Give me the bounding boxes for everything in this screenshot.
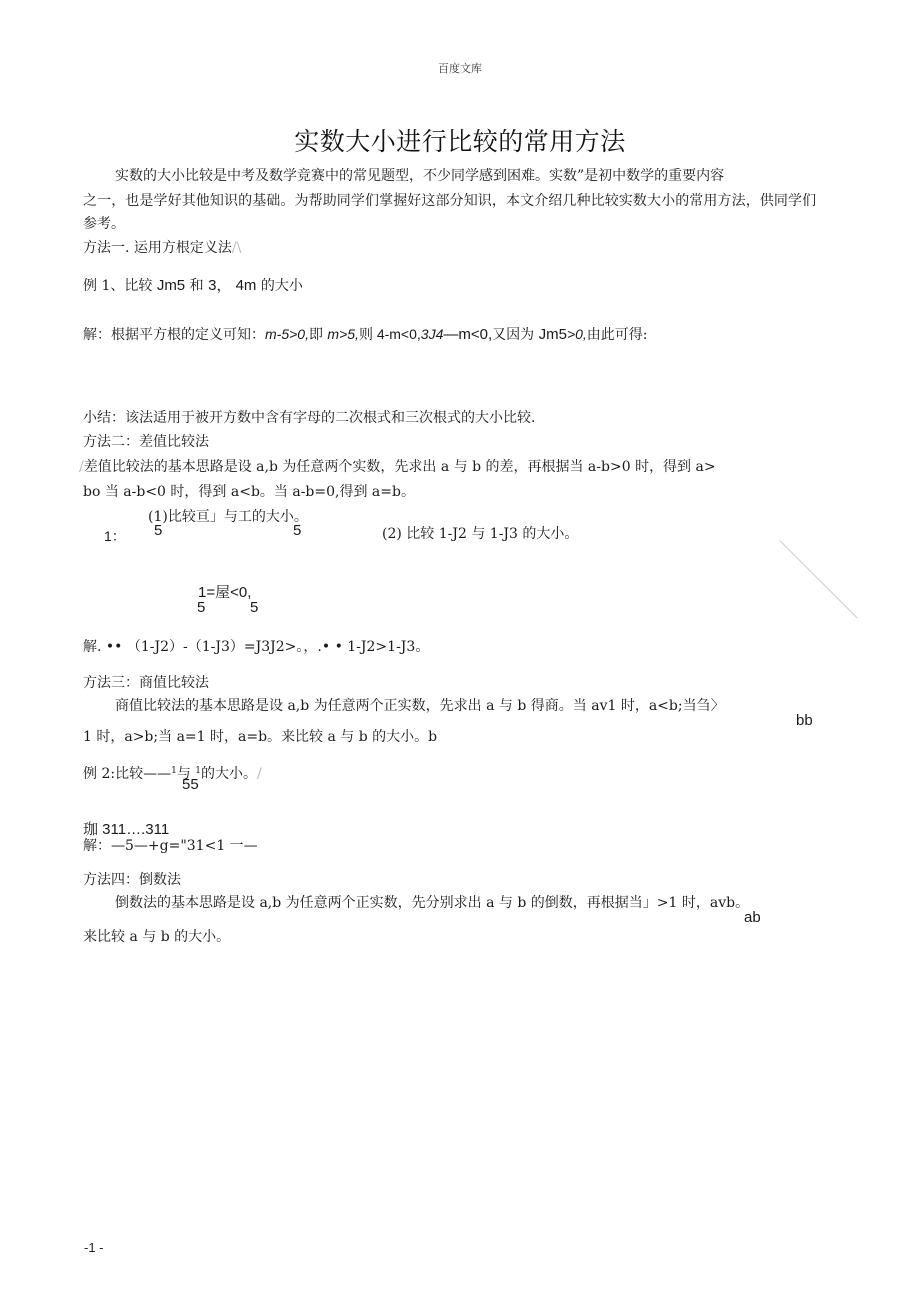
example-expr-2: 3， 4m	[208, 277, 257, 294]
method3-fraction-denominators: bb	[796, 712, 813, 729]
method3-heading: 方法三：商值比较法	[83, 675, 209, 691]
method2-desc-line-2: bo 当 a-b<0 时，得到 a<b。当 a-b=0,得到 a=b。	[83, 484, 415, 500]
method1-heading-text: 方法一. 运用方根定义法	[83, 240, 232, 256]
intro-line-3: 参考。	[83, 216, 125, 232]
example-end: 的大小。	[201, 766, 257, 782]
example-sup-2: 1	[195, 766, 201, 776]
method2-desc-line-1	[79, 457, 716, 477]
solution-cond-1: m-5>0,	[265, 326, 309, 342]
method4-heading: 方法四：倒数法	[83, 872, 181, 888]
method4-desc-line-2: 来比较 a 与 b 的大小。	[83, 929, 231, 945]
solution-cond-3: 3J4	[420, 326, 444, 342]
method4-fraction-denominators: ab	[744, 909, 761, 926]
faint-mark: /\	[231, 240, 242, 256]
method3-desc-line-2: 1 时，a>b;当 a=1 时，a=b。来比较 a 与 b 的大小。b	[83, 729, 438, 745]
method3-example	[83, 761, 262, 784]
example-mid: 与	[176, 766, 196, 782]
method2-part1-statement: (1)比较亘」与工的大小。	[148, 509, 308, 525]
method3-desc-line-1: 商值比较法的基本思路是设 a,b 为任意两个正实数，先求出 a 与 b 得商。当 av1 时，a<b;当刍〉	[115, 698, 725, 714]
method3-example-denominators: 55	[182, 776, 199, 793]
method2-example-label: 1：	[104, 528, 126, 544]
solution-text-3: —m<0,	[443, 326, 493, 343]
example-mid: 和	[185, 278, 209, 294]
method2-part2-statement: (2) 比较 1-J2 与 1-J3 的大小。	[382, 526, 579, 542]
example-sup-1: 1	[171, 766, 177, 776]
example-prefix: 例 1、比较	[83, 278, 157, 294]
document-title: 实数大小进行比较的常用方法	[294, 127, 626, 156]
method1-example	[83, 276, 303, 296]
example-expr-1: Jm5	[156, 277, 186, 294]
part1-denominator-1: 5	[154, 522, 163, 539]
page-number: -1 -	[84, 1240, 104, 1255]
solution-prefix: 解：根据平方根的定义可知：	[83, 327, 265, 343]
faint-mark: /	[79, 459, 84, 475]
desc-text: 差值比较法的基本思路是设 a,b 为任意两个实数，先求出 a 与 b 的差，再根据当 a-b>0 时，得到 a>	[83, 459, 716, 475]
part1-denominator-2: 5	[293, 522, 302, 539]
method1-summary: 小结：该法适用于被开方数中含有字母的二次根式和三次根式的大小比较.	[83, 410, 536, 426]
method2-heading: 方法二：差值比较法	[83, 434, 209, 450]
method1-solution	[83, 324, 648, 345]
method2-solution: 解. •• （1-J2）-（1-J3）=J3J2>。，.• • 1-J2>1-J3。	[83, 639, 430, 655]
method4-desc-line-1: 倒数法的基本思路是设 a,b 为任意两个正实数，先分别求出 a 与 b 的倒数，再根据当」>1 时，avb。	[115, 895, 750, 911]
solution-text-4: 又因为	[492, 327, 539, 343]
scan-artifact-line	[779, 540, 857, 618]
intro-line-2: 之一，也是学好其他知识的基础。为帮助同学们掌握好这部分知识，本文介绍几种比较实数大小的常用方法，供同学们	[83, 193, 817, 209]
method2-work-line: 1=屋<0,	[198, 584, 252, 601]
solution-text-5: 由此可得:	[586, 327, 648, 343]
solution-cond-5: >0,	[566, 326, 587, 342]
faint-mark: /	[257, 766, 262, 782]
solution-text-1: 即	[308, 327, 328, 343]
method3-work-line-1: 珈 311….311	[83, 821, 170, 838]
example-suffix: 的大小	[256, 278, 303, 294]
method1-heading	[83, 238, 241, 258]
solution-cond-2: m>5,	[327, 326, 359, 342]
work-denominator-2: 5	[250, 599, 259, 616]
method3-work-line-2: 解：—5—+g="31<1 一—	[83, 838, 258, 854]
page-header-site-name: 百度文库	[438, 62, 482, 75]
solution-text-2: 则 4-m<0,	[358, 326, 421, 342]
solution-cond-4: Jm5	[538, 326, 567, 343]
intro-line-1: 实数的大小比较是中考及数学竞赛中的常见题型，不少同学感到困难。实数”是初中数学的重要内容	[115, 168, 725, 184]
example-text: 例 2:比较——	[83, 766, 172, 782]
work-denominator-1: 5	[197, 599, 206, 616]
